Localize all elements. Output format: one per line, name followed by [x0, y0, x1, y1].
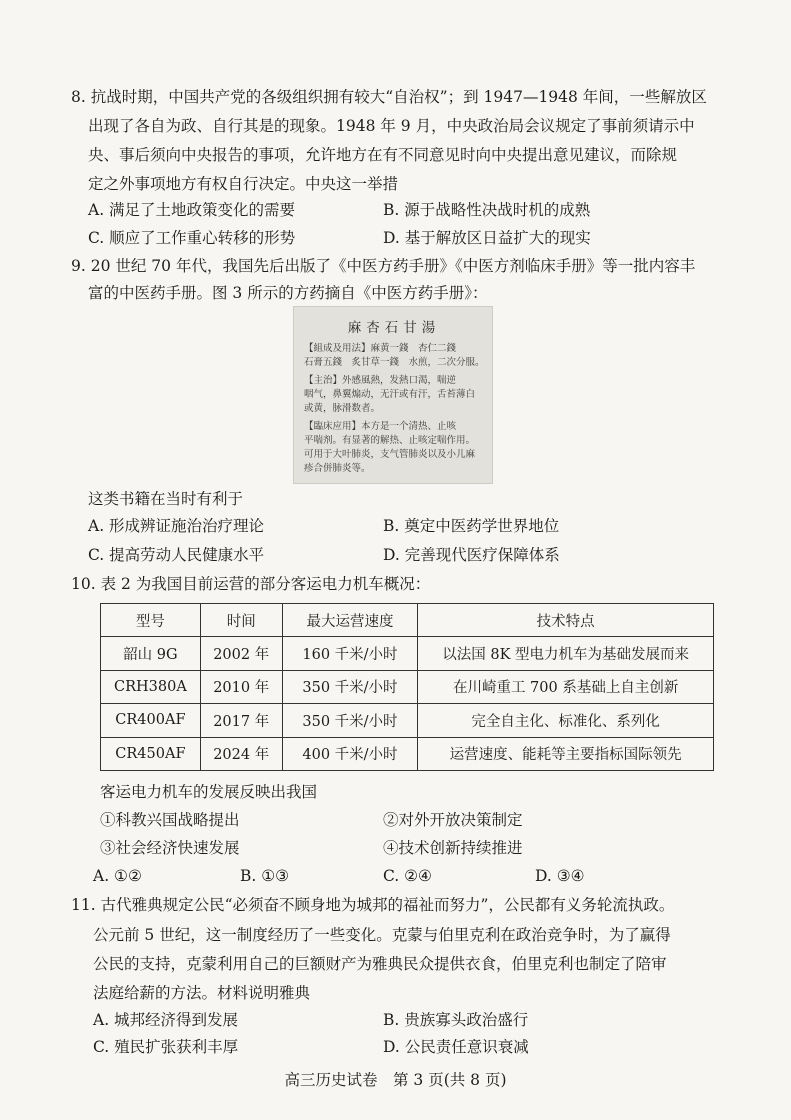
q10-item-4: ④技术创新持续推进: [383, 839, 523, 857]
q10-option-b: B. ①③: [240, 867, 290, 885]
q11-option-d: D. 公民责任意识衰减: [383, 1038, 529, 1056]
cell-speed: 350 千米/小时: [282, 670, 418, 703]
q10-item-1: ①科教兴国战略提出: [100, 811, 240, 829]
header-year: 时间: [200, 604, 282, 637]
cell-model: CRH380A: [101, 670, 201, 703]
figure-line: 可用于大叶肺炎，支气管肺炎以及小儿麻: [304, 449, 476, 460]
q9-option-d: D. 完善现代医疗保障体系: [383, 546, 560, 564]
figure-line: 或黄，脉滑数者。: [304, 403, 381, 414]
table-2-locomotives: [100, 603, 714, 771]
figure-line: 平喘剂。有显著的解热、止咳定喘作用。: [304, 435, 476, 446]
q10-option-a: A. ①②: [93, 867, 142, 885]
cell-features: 运营速度、能耗等主要指标国际领先: [418, 737, 714, 770]
cell-speed: 160 千米/小时: [282, 637, 418, 670]
q8-option-c: C. 顺应了工作重心转移的形势: [88, 229, 296, 247]
q10-intro: 10. 表 2 为我国目前运营的部分客运电力机车概况：: [71, 575, 431, 593]
cell-model: 韶山 9G: [101, 637, 201, 670]
q10-item-3: ③社会经济快速发展: [100, 839, 240, 857]
header-model: 型号: [101, 604, 201, 637]
cell-speed: 350 千米/小时: [282, 704, 418, 737]
q8-line-2: 出现了各自为政、自行其是的现象。1948 年 9 月，中央政治局会议规定了事前须请示中: [88, 117, 695, 135]
cell-year: 2010 年: [200, 670, 282, 703]
figure-title: 麻杏石甘湯: [347, 320, 441, 336]
q11-line-3: 公民的支持，克蒙利用自己的巨额财产为雅典民众提供衣食，伯里克利也制定了陪审: [93, 955, 667, 973]
cell-speed: 400 千米/小时: [282, 737, 418, 770]
table-row: [101, 737, 714, 770]
cell-features: 以法国 8K 型电力机车为基础发展而来: [418, 637, 714, 670]
q11-option-a: A. 城邦经济得到发展: [93, 1011, 239, 1029]
cell-model: CR450AF: [101, 737, 201, 770]
q11-line-4: 法庭给薪的方法。材料说明雅典: [93, 984, 311, 1002]
q8-option-d: D. 基于解放区日益扩大的现实: [383, 229, 591, 247]
q10-stem: 客运电力机车的发展反映出我国: [100, 783, 318, 801]
q10-item-2: ②对外开放决策制定: [383, 811, 523, 829]
q11-option-b: B. 贵族寡头政治盛行: [383, 1011, 529, 1029]
cell-year: 2002 年: [200, 637, 282, 670]
cell-model: CR400AF: [101, 704, 201, 737]
page-footer: 高三历史试卷 第 3 页(共 8 页): [284, 1071, 507, 1089]
table-row: [101, 670, 714, 703]
q9-option-a: A. 形成辨证施治治疗理论: [88, 517, 265, 535]
header-tech-features: 技术特点: [418, 604, 714, 637]
figure-line: 疹合併肺炎等。: [304, 463, 371, 474]
q8-line-1: 8. 抗战时期，中国共产党的各级组织拥有较大“自治权”；到 1947—1948 年间，一些解放区: [71, 88, 707, 106]
cell-year: 2024 年: [200, 737, 282, 770]
q8-line-3: 央、事后须向中央报告的事项，允许地方在有不同意见时向中央提出意见建议，而除规: [88, 146, 678, 164]
cell-year: 2017 年: [200, 704, 282, 737]
cell-features: 在川崎重工 700 系基础上自主创新: [418, 670, 714, 703]
header-max-speed: 最大运营速度: [282, 604, 418, 637]
q9-option-c: C. 提高劳动人民健康水平: [88, 546, 265, 564]
q10-option-d: D. ③④: [535, 867, 585, 885]
figure-line: 【臨床应用】本方是一个清热、止咳: [304, 421, 457, 432]
q9-line-1: 9. 20 世纪 70 年代，我国先后出版了《中医方药手册》《中医方剂临床手册》等一批内容丰: [71, 257, 696, 275]
table-header-row: [101, 604, 714, 637]
q10-option-c: C. ②④: [383, 867, 432, 885]
table-row: [101, 637, 714, 670]
figure-3-prescription-image: [293, 306, 493, 484]
figure-line: 石膏五錢 炙甘草一錢 水煎，二次分服。: [304, 357, 485, 368]
q11-option-c: C. 殖民扩张获利丰厚: [93, 1038, 239, 1056]
figure-line: 【主治】外感風熱，发熱口渴，喘逆: [304, 375, 457, 386]
q11-line-2: 公元前 5 世纪，这一制度经历了一些变化。克蒙与伯里克利在政治竞争时，为了赢得: [93, 926, 671, 944]
figure-line: 咽气，鼻翼煽动，无汗或有汗，舌苔薄白: [304, 389, 476, 400]
q8-line-4: 定之外事项地方有权自行决定。中央这一举措: [88, 175, 399, 193]
cell-features: 完全自主化、标准化、系列化: [418, 704, 714, 737]
q9-option-b: B. 奠定中医药学世界地位: [383, 517, 560, 535]
q8-option-a: A. 满足了土地政策变化的需要: [88, 201, 296, 219]
table-row: [101, 704, 714, 737]
q8-option-b: B. 源于战略性决战时机的成熟: [383, 201, 591, 219]
q9-stem: 这类书籍在当时有利于: [88, 490, 244, 508]
figure-line: 【組成及用法】麻黄一錢 杏仁二錢: [304, 343, 457, 354]
q11-line-1: 11. 古代雅典规定公民“必须奋不顾身地为城邦的福祉而努力”，公民都有义务轮流执政。: [71, 896, 675, 914]
q9-line-2: 富的中医药手册。图 3 所示的方药摘自《中医方药手册》：: [88, 284, 488, 302]
